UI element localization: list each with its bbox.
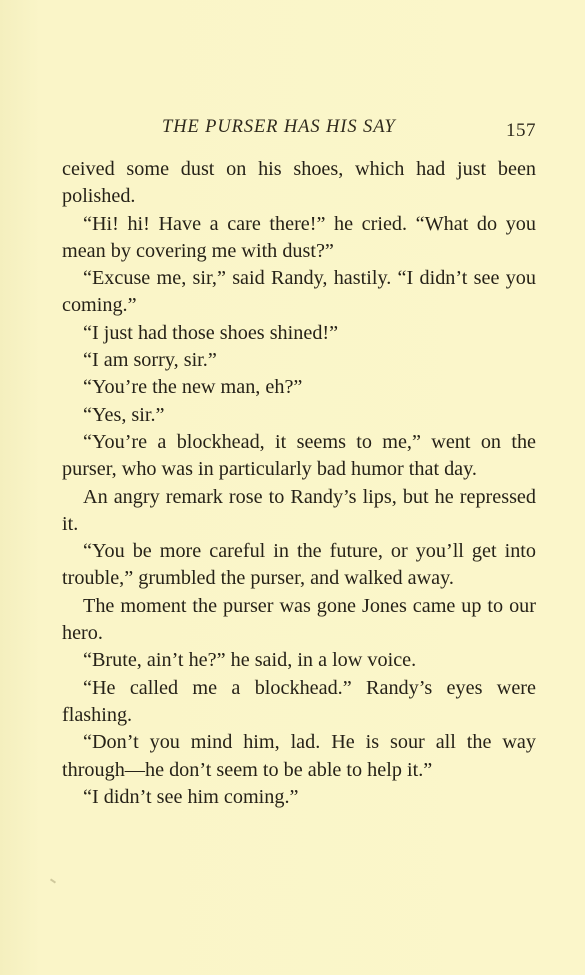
running-title: THE PURSER HAS HIS SAY xyxy=(162,117,396,137)
paragraph: “I didn’t see him coming.” xyxy=(83,785,299,808)
page-number: 157 xyxy=(506,120,536,141)
paragraph: An angry remark rose to Randy’s lips, but he repressed it. xyxy=(62,485,536,535)
paragraph: The moment the purser was gone Jones came up to our hero. xyxy=(62,594,536,645)
page-header xyxy=(62,113,536,143)
paragraph: “I am sorry, sir.” xyxy=(83,349,217,372)
paragraph: “You’re a blockhead, it seems to me,” went on the purser, who was in particularly bad humor that day. xyxy=(62,430,536,481)
paragraph: “Excuse me, sir,” said Randy, hastily. “I didn’t see you coming.” xyxy=(62,267,536,317)
paragraph: “Don’t you mind him, lad. He is sour all the way through—he don’t seem to be able to help it.” xyxy=(62,731,536,781)
paragraph: “You be more careful in the future, or you’ll get into trouble,” grumbled the purser, and walked away. xyxy=(62,540,536,590)
body-text xyxy=(62,156,536,811)
paragraph: ceived some dust on his shoes, which had just been polished. xyxy=(62,158,536,208)
paragraph: “I just had those shoes shined!” xyxy=(83,321,339,344)
paragraph: “Yes, sir.” xyxy=(83,403,165,426)
paragraph: “You’re the new man, eh?” xyxy=(83,376,303,399)
paragraph: “Hi! hi! Have a care there!” he cried. “What do you mean by covering me with dust?” xyxy=(62,212,536,262)
page-speck xyxy=(50,878,56,883)
paragraph: “Brute, ain’t he?” he said, in a low voice. xyxy=(83,649,417,672)
paragraph: “He called me a blockhead.” Randy’s eyes were flashing. xyxy=(62,676,536,726)
